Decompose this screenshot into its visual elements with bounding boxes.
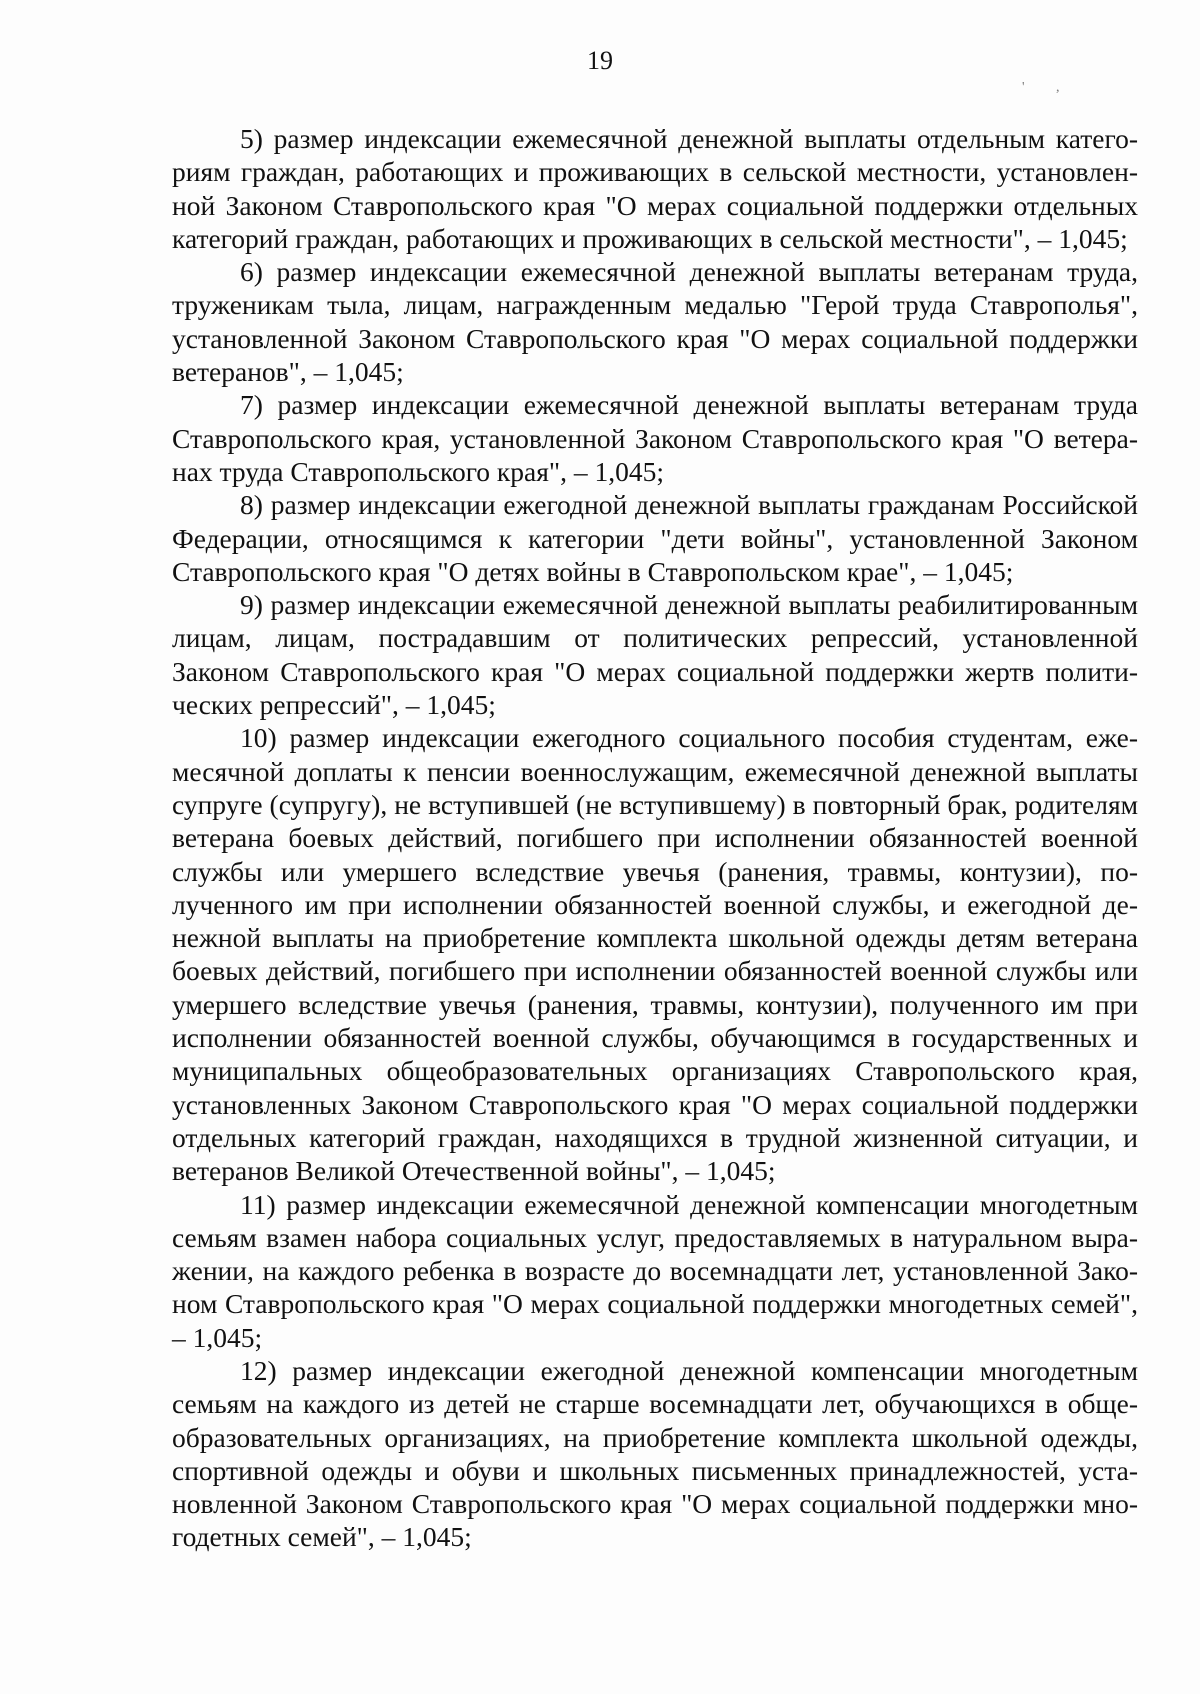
paragraph-6: 6) размер индексации ежемесячной денежной выплаты ветеранам труда, труженикам тыла, лицам, награжденным медалью "Герой труда Ставрополья", установленной Законом Ставропольского края "О мерах социальной поддержки ветеранов", – 1,045; [172,256,1138,388]
paragraph-12: 12) размер индексации ежегодной денежной компенсации многодетным семьям на каждого из детей не старше восемнадцати лет, обучающихся в общеобразовательных организациях, на приобретение комплекта школьной одежды, спортивной одежды и обуви и школьных письменных принадлежностей, установленной Законом Ставропольского края "О мерах социальной поддержки многодетных семей", – 1,045; [172,1354,1138,1553]
paragraph-11: 11) размер индексации ежемесячной денежной компенсации многодетным семьям взамен набора социальных услуг, предоставляемых в натуральном выражении, на каждого ребенка в возрасте до восемнадцати лет, установленной Законом Ставропольского края "О мерах социальной поддержки многодетных семей", – 1,045; [172,1188,1138,1353]
paragraph-7: 7) размер индексации ежемесячной денежной выплаты ветеранам труда Ставропольского края, установленной Законом Ставропольского края "О ветеранах труда Ставропольского края", – 1,045; [172,389,1138,487]
page-number: 19 [587,46,613,75]
paragraph-10: 10) размер индексации ежегодного социального пособия студентам, ежемесячной доплаты к пенсии военнослужащим, ежемесячной денежной выплаты супруге (супругу), не вступившей (не вступившему) в повторный брак, родителям ветерана боевых действий, погибшего при исполнении обязанностей военной службы или умершего вследствие увечья (ранения, травмы, контузии), полученного им при исполнении обязанностей военной службы, и ежегодной денежной выплаты на приобретение комплекта школьной одежды детям ветерана боевых действий, погибшего при исполнении обязанностей военной службы или умершего вследствие увечья (ранения, травмы, контузии), полученного им при исполнении обязанностей военной службы, обучающимся в государственных и муниципальных общеобразовательных организациях Ставропольского края, установленных Законом Ставропольского края "О мерах социальной поддержки отдельных категорий граждан, находящихся в трудной жизненной ситуации, и ветеранов Великой Отечественной войны", – 1,045; [172,722,1138,1187]
paragraph-8: 8) размер индексации ежегодной денежной выплаты гражданам Российской Федерации, относящимся к категории "дети войны", установленной Законом Ставропольского края "О детях войны в Ставропольском крае", – 1,045; [172,489,1138,587]
paragraph-5: 5) размер индексации ежемесячной денежной выплаты отдельным категориям граждан, работающих и проживающих в сельской местности, установленной Законом Ставропольского края "О мерах социальной поддержки отдельных категорий граждан, работающих и проживающих в сельской местности", – 1,045; [172,123,1138,254]
paragraph-9: 9) размер индексации ежемесячной денежной выплаты реабилитированным лицам, лицам, пострадавшим от политических репрессий, установленной Законом Ставропольского края "О мерах социальной поддержки жертв политических репрессий", – 1,045; [172,589,1138,721]
document-body [172,122,1138,1554]
scan-artifact: ' , [1022,80,1074,95]
